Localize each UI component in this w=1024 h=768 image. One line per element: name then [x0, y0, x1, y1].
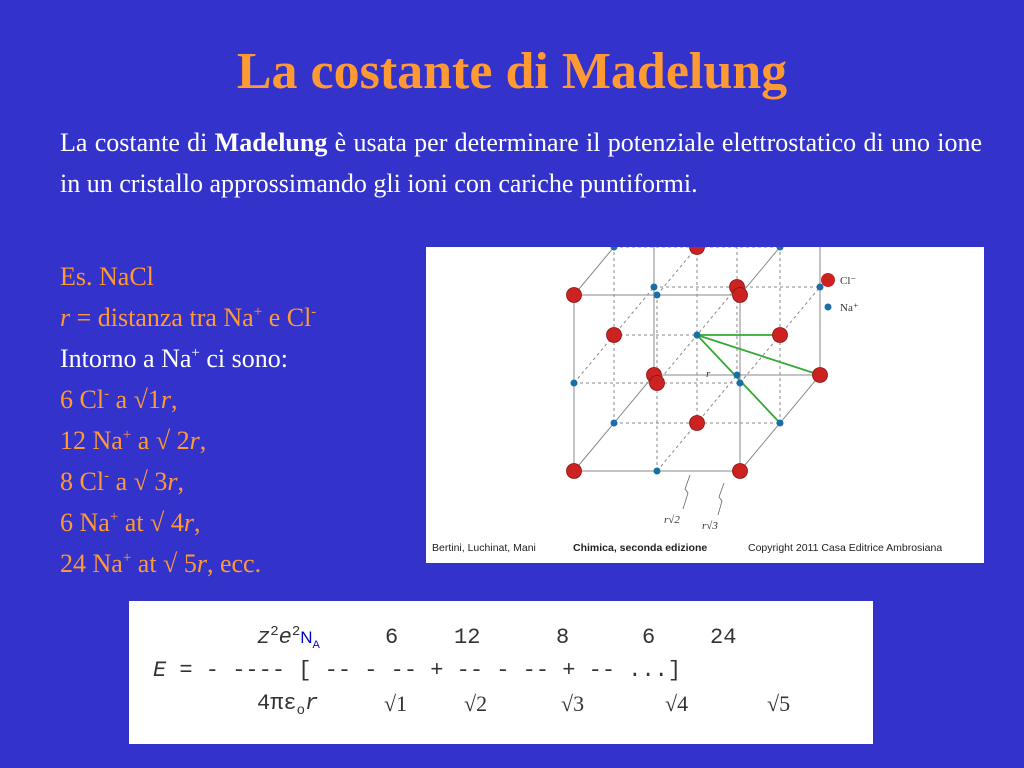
cl-ion	[733, 464, 748, 479]
shell-count: 6 Cl	[60, 385, 105, 414]
cl-ion	[733, 288, 748, 303]
energy-symbol: E	[153, 658, 167, 683]
na-ion	[654, 468, 661, 475]
shell-tail: , ecc.	[206, 549, 262, 578]
shell-charge: +	[109, 509, 119, 525]
label-r-sqrt2: r√2	[664, 514, 680, 526]
z-symbol: z	[257, 625, 271, 650]
shell-tail: ,	[177, 467, 185, 496]
na-ion	[777, 420, 784, 427]
shell-r: r	[160, 385, 172, 414]
intro-text-end: è usata per determinare il potenziale elettrostatico di uno ione in un cristallo approssimando gli ioni con cariche puntiformi.	[60, 128, 982, 198]
intro-text-start: La costante di	[60, 128, 215, 157]
shell-line-3	[60, 461, 420, 502]
shell-charge: -	[104, 386, 110, 402]
denom-sub: o	[296, 703, 306, 719]
r-definition-and: e Cl	[262, 303, 312, 332]
shell-r: r	[189, 426, 200, 455]
lattice-svg	[426, 247, 984, 563]
z-exponent: 2	[270, 624, 279, 640]
avogadro-symbol	[300, 628, 320, 651]
denom-r: r	[305, 691, 319, 716]
distance-lines	[697, 335, 820, 423]
shell-count: 12 Na	[60, 426, 123, 455]
root-3: √3	[561, 691, 585, 716]
shell-charge: +	[122, 427, 132, 443]
legend-cl-label: Cl⁻	[840, 275, 857, 287]
numerator-4: 6	[642, 625, 656, 650]
caption-book: Chimica, seconda edizione	[573, 542, 708, 554]
cl-charge: -	[311, 304, 317, 320]
cl-ion	[773, 328, 788, 343]
shell-line-2	[60, 420, 420, 461]
shell-distance: at √ 4	[118, 508, 184, 537]
e-symbol: e	[278, 625, 292, 650]
around-text: Intorno a Na	[60, 344, 192, 373]
denom-prefix: 4πε	[257, 691, 297, 716]
around-line	[60, 338, 420, 379]
r-symbol: r	[60, 303, 71, 332]
shell-distance: a √ 3	[109, 467, 168, 496]
numerator-5: 24	[710, 625, 737, 650]
legend-na-label: Na⁺	[840, 302, 859, 314]
numerator-1: 6	[385, 625, 399, 650]
numerator-3: 8	[556, 625, 570, 650]
formula-numerator	[257, 625, 320, 650]
shell-line-4	[60, 502, 420, 543]
example-heading: Es. NaCl	[60, 262, 154, 291]
leader-r3	[718, 483, 724, 515]
root-5: √5	[767, 691, 791, 716]
around-na-charge: +	[191, 345, 200, 361]
shell-r: r	[167, 467, 178, 496]
root-2: √2	[464, 691, 488, 716]
label-r-sqrt3: r√3	[702, 520, 718, 532]
shell-charge: -	[104, 468, 110, 484]
na-ion	[734, 372, 741, 379]
nacl-lattice-figure	[426, 247, 984, 563]
cl-ion	[567, 288, 582, 303]
shell-r: r	[183, 508, 194, 537]
cl-ion	[690, 416, 705, 431]
madelung-formula	[129, 601, 873, 744]
r-definition-text: = distanza tra Na	[70, 303, 254, 332]
shell-distance: a √ 2	[131, 426, 190, 455]
shell-charge: +	[122, 550, 132, 566]
cl-ion	[650, 376, 665, 391]
shell-r: r	[196, 549, 207, 578]
intro-paragraph	[60, 122, 982, 204]
na-ion	[737, 380, 744, 387]
shell-count: 24 Na	[60, 549, 123, 578]
shell-tail: ,	[193, 508, 201, 537]
shell-count: 6 Na	[60, 508, 110, 537]
caption-authors: Bertini, Luchinat, Mani	[432, 542, 536, 554]
cl-ion	[567, 464, 582, 479]
na-ion	[651, 284, 658, 291]
na-ion	[817, 284, 824, 291]
e-exponent: 2	[291, 624, 301, 640]
legend-na-marker	[825, 304, 832, 311]
shell-distance: at √ 5	[131, 549, 197, 578]
legend	[821, 273, 859, 314]
slide-title: La costante di Madelung	[236, 43, 788, 100]
numerator-2: 12	[454, 625, 481, 650]
leader-r2	[683, 475, 690, 509]
cl-ion	[813, 368, 828, 383]
formula-operators: = - ---- [ -- - -- + -- - -- + -- ...]	[166, 658, 682, 683]
root-1: √1	[384, 691, 408, 716]
na-ion	[654, 292, 661, 299]
shell-tail: ,	[199, 426, 207, 455]
intro-bold-term: Madelung	[214, 128, 328, 157]
caption-copyright: Copyright 2011 Casa Editrice Ambrosiana	[748, 542, 943, 554]
na-charge: +	[253, 304, 263, 320]
label-r: r	[706, 368, 711, 380]
around-text-end: ci sono:	[199, 344, 288, 373]
cl-ion	[607, 328, 622, 343]
formula-main-line	[153, 658, 681, 683]
r-definition	[60, 297, 420, 338]
nacl-example	[60, 256, 420, 584]
lattice-edges	[574, 247, 820, 471]
root-4: √4	[665, 691, 689, 716]
shell-tail: ,	[171, 385, 178, 414]
shell-line-1	[60, 379, 420, 420]
shell-distance: a √1	[109, 385, 161, 414]
avogadro-n: N	[300, 628, 313, 647]
na-ion	[694, 332, 701, 339]
na-ion	[611, 420, 618, 427]
legend-cl-marker	[821, 273, 835, 287]
shell-count: 8 Cl	[60, 467, 105, 496]
formula-denominator	[257, 691, 319, 719]
shell-line-5	[60, 543, 420, 584]
avogadro-sub: A	[312, 639, 320, 651]
na-ion	[571, 380, 578, 387]
